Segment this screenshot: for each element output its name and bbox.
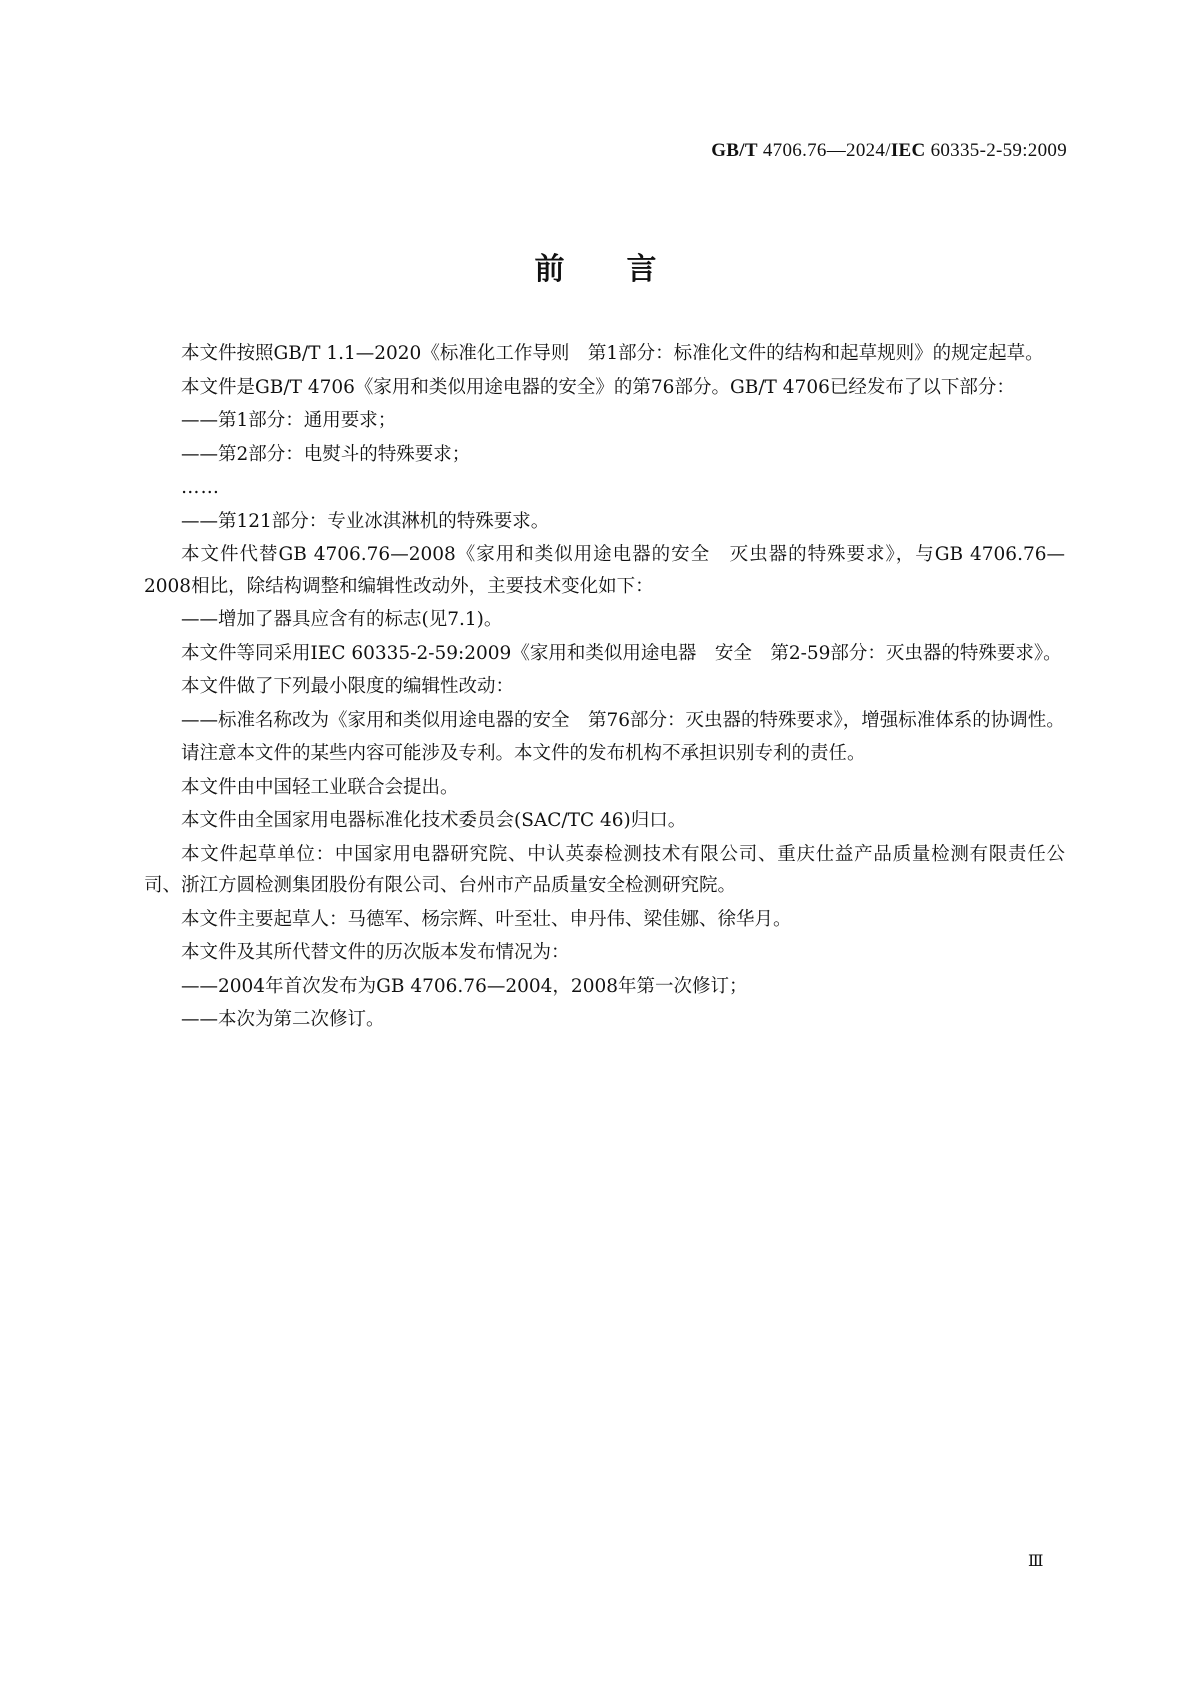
list-item-part-121: ——第121部分：专业冰淇淋机的特殊要求。 [181,510,550,532]
standard-code-header [711,140,1067,162]
paragraph-replaces: 本文件代替GB 4706.76—2008《家用和类似用途电器的安全 灭虫器的特殊要求》，与GB 4706.76—2008相比，除结构调整和编辑性改动外，主要技术变化如下： [144,544,1065,597]
preface-body [144,338,1065,1038]
paragraph-adoption: 本文件等同采用IEC 60335-2-59:2009《家用和类似用途电器 安全 第2-59部分：灭虫器的特殊要求》。 [181,642,1062,664]
list-item-change: ——增加了器具应含有的标志(见7.1)。 [181,609,503,630]
list-ellipsis: …… [181,477,220,498]
paragraph-proposer: 本文件由中国轻工业联合会提出。 [181,776,459,798]
list-item-editorial-change: ——标准名称改为《家用和类似用途电器的安全 第76部分：灭虫器的特殊要求》，增强标准体系的协调性。 [181,709,1065,731]
paragraph-patent: 请注意本文件的某些内容可能涉及专利。本文件的发布机构不承担识别专利的责任。 [181,743,866,764]
list-item-part-1: ——第1部分：通用要求； [181,410,397,431]
list-item-history-current: ——本次为第二次修订。 [181,1009,385,1030]
list-item-history-2004: ——2004年首次发布为GB 4706.76—2004，2008年第一次修订； [181,975,748,997]
standard-code-number: 4706.76—2024/ [757,140,891,161]
page-number: Ⅲ [1028,1553,1044,1570]
page-title: 前言 [534,252,719,287]
paragraph-drafting-units: 本文件起草单位：中国家用电器研究院、中认英泰检测技术有限公司、重庆仕益产品质量检测有限责任公司、浙江方圆检测集团股份有限公司、台州市产品质量安全检测研究院。 [144,843,1065,896]
paragraph-editorial: 本文件做了下列最小限度的编辑性改动： [181,676,515,697]
paragraph-drafters: 本文件主要起草人：马德军、杨宗辉、叶至壮、申丹伟、梁佳娜、徐华月。 [181,908,792,930]
paragraph-drafting-rule: 本文件按照GB/T 1.1—2020《标准化工作导则 第1部分：标准化文件的结构和起草规则》的规定起草。 [181,343,1044,364]
standard-code-iec: IEC [890,140,926,161]
paragraph-history: 本文件及其所代替文件的历次版本发布情况为： [181,942,570,963]
paragraph-series: 本文件是GB/T 4706《家用和类似用途电器的安全》的第76部分。GB/T 4706已经发布了以下部分： [181,376,1015,398]
list-item-part-2: ——第2部分：电熨斗的特殊要求； [181,443,471,465]
standard-code-iec-number: 60335-2-59:2009 [925,140,1067,161]
paragraph-committee: 本文件由全国家用电器标准化技术委员会(SAC/TC 46)归口。 [181,810,687,831]
standard-code-prefix: GB/T [711,140,758,161]
